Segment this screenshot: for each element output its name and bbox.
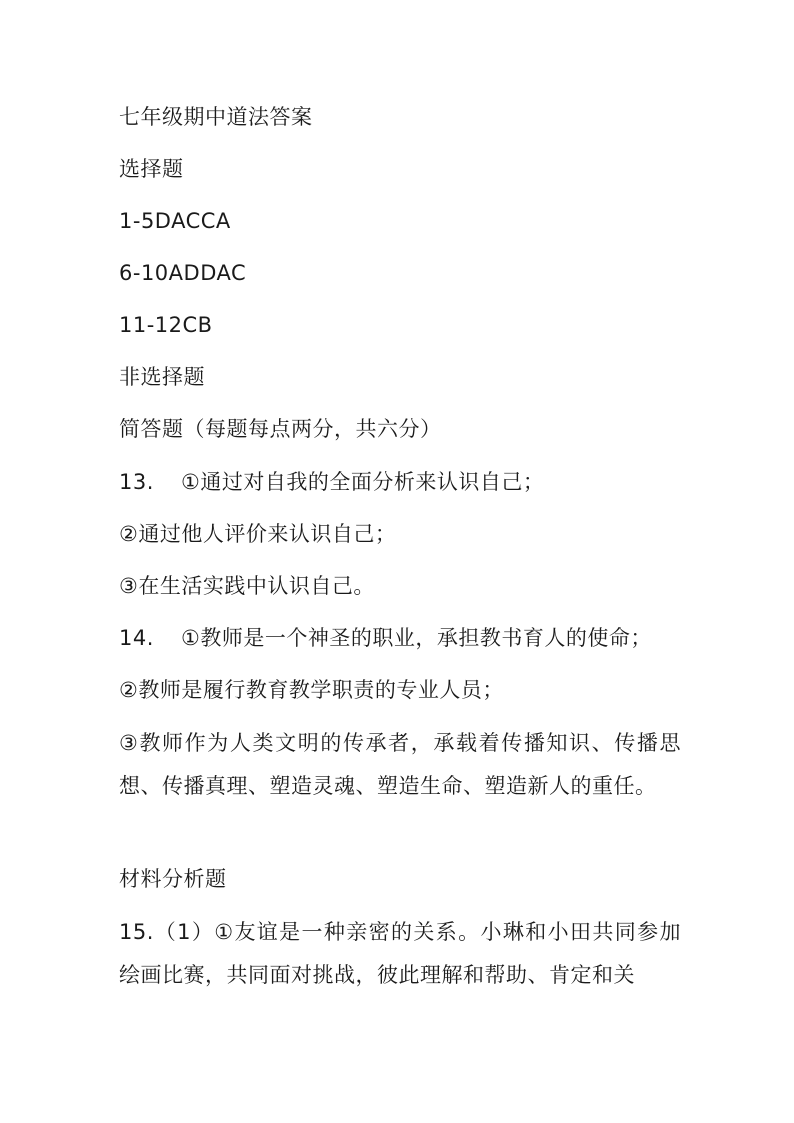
answer-point: ①教师是一个神圣的职业，承担教书育人的使命； — [181, 626, 652, 650]
question-number: 13. — [119, 470, 154, 494]
question-14-point-1 — [119, 616, 652, 660]
question-13-point-3: ③在生活实践中认识自己。 — [119, 574, 375, 598]
section-heading-choice: 选择题 — [119, 157, 184, 181]
question-13-point-1 — [119, 460, 544, 504]
answer-line: 1-5DACCA — [119, 209, 231, 233]
doc-title: 七年级期中道法答案 — [119, 105, 313, 129]
question-13-point-2: ②通过他人评价来认识自己； — [119, 522, 397, 546]
section-heading-nonchoice: 非选择题 — [119, 365, 205, 389]
answer-line: 6-10ADDAC — [119, 261, 247, 285]
answer-line: 11-12CB — [119, 313, 213, 337]
question-14-point-2: ②教师是履行教育教学职责的专业人员； — [119, 678, 504, 702]
question-14-point-3: ③教师作为人类文明的传承者，承载着传播知识、传播思想、传播真理、塑造灵魂、塑造生命、塑造新人的重任。 — [119, 731, 681, 798]
answer-point: ①通过对自我的全面分析来认识自己； — [181, 470, 545, 494]
question-number: 14. — [119, 626, 154, 650]
question-15-text: 15.（1）①友谊是一种亲密的关系。小琳和小田共同参加绘画比赛，共同面对挑战，彼此理解和帮助、肯定和关 — [119, 920, 681, 987]
section-heading-material: 材料分析题 — [119, 867, 227, 891]
section-heading-short-answer: 简答题（每题每点两分，共六分） — [119, 417, 442, 441]
